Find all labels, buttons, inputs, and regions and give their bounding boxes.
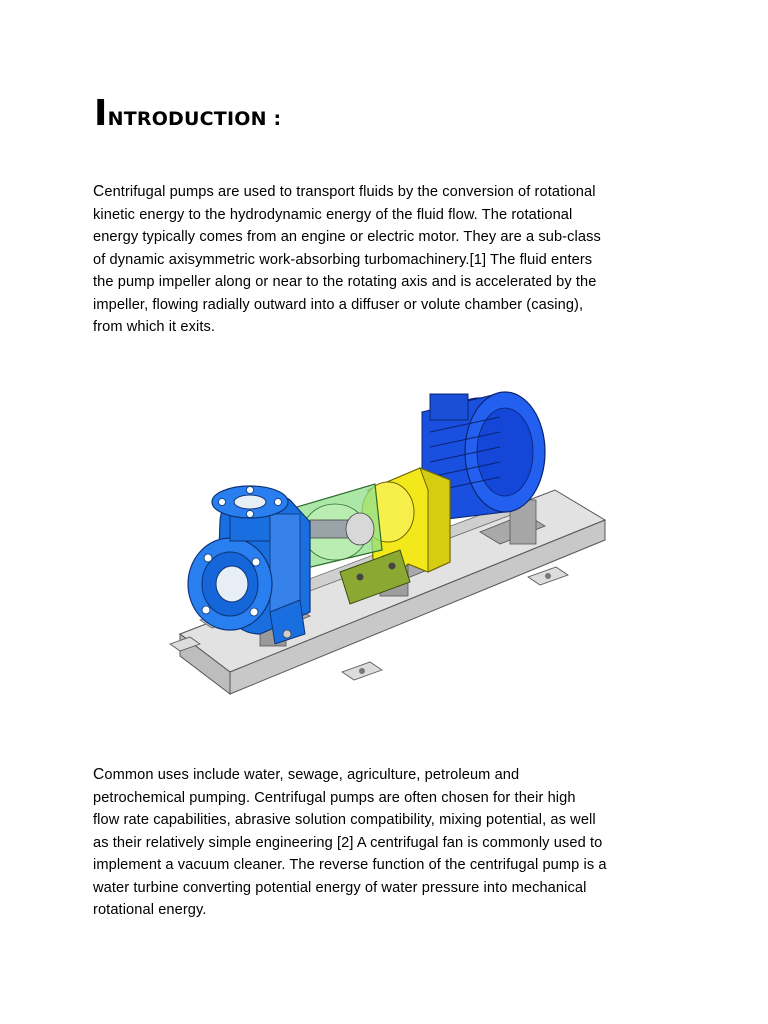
- paragraph-line: implement a vacuum cleaner. The reverse function of the centrifugal pump is a: [93, 857, 607, 873]
- paragraph-line: petrochemical pumping. Centrifugal pumps are often chosen for their high: [93, 789, 576, 806]
- title-rest: NTRODUCTION :: [107, 108, 282, 130]
- paragraph-initial: C: [93, 183, 105, 200]
- paragraph-line-text: ommon uses include water, sewage, agriculture, petroleum and: [104, 767, 520, 783]
- paragraph-line: from which it exits.: [93, 319, 216, 335]
- paragraph-line: the pump impeller along or near to the rotating axis and is accelerated by the: [93, 274, 597, 290]
- paragraph-line: impeller, flowing radially outward into a diffuser or volute chamber (casing),: [93, 296, 584, 313]
- paragraph-line: as their relatively simple engineering [2] A centrifugal fan is commonly used to: [93, 834, 603, 851]
- title-initial: I: [94, 93, 108, 134]
- pump-casing: [188, 486, 310, 644]
- paragraph-initial: C: [93, 766, 105, 783]
- paragraph-line: [93, 181, 683, 204]
- page-title: [94, 93, 282, 134]
- centrifugal-pump-illustration: [160, 372, 620, 732]
- paragraph-line: flow rate capabilities, abrasive solution compatibility, mixing potential, as well: [93, 812, 596, 828]
- paragraph-line: energy typically comes from an engine or electric motor. They are a sub-class: [93, 229, 601, 245]
- introduction-paragraph: [93, 181, 683, 339]
- paragraph-line: [93, 764, 683, 787]
- paragraph-line: rotational energy.: [93, 902, 207, 918]
- paragraph-line: of dynamic axisymmetric work-absorbing turbomachinery.[1] The fluid enters: [93, 251, 593, 268]
- common-uses-paragraph: [93, 764, 683, 922]
- paragraph-line: water turbine converting potential energy of water pressure into mechanical: [93, 879, 587, 896]
- paragraph-line-text: entrifugal pumps are used to transport fluids by the conversion of rotational: [104, 184, 596, 200]
- paragraph-line: kinetic energy to the hydrodynamic energy of the fluid flow. The rotational: [93, 206, 573, 223]
